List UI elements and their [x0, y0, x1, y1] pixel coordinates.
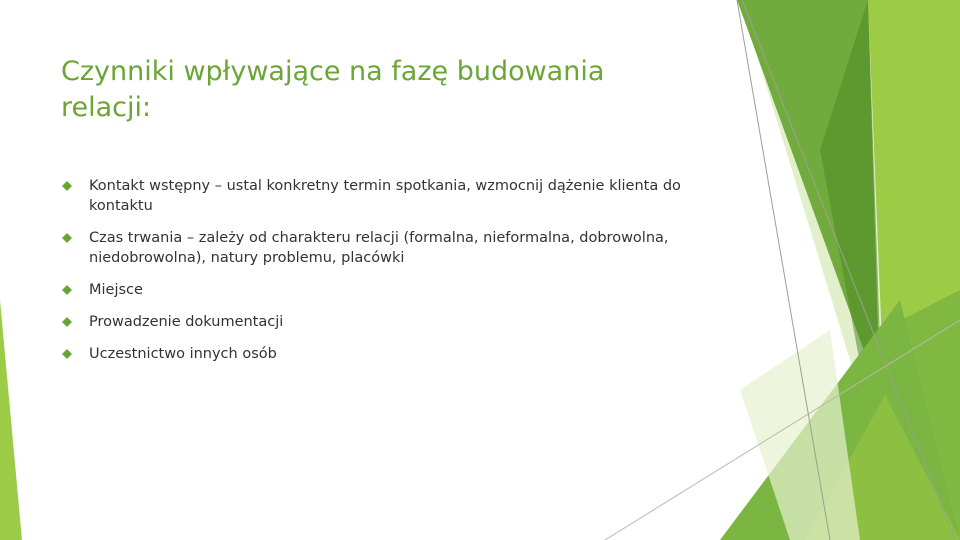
list-item-text: Kontakt wstępny – ustal konkretny termin spotkania, wzmocnij dążenie klienta do kontaktu — [89, 178, 681, 214]
diamond-bullet-icon — [62, 233, 72, 243]
diamond-bullet-icon — [62, 181, 72, 191]
list-item-text: Uczestnictwo innych osób — [89, 346, 277, 362]
bullet-list — [62, 176, 742, 376]
slide-title: Czynniki wpływające na fazę budowania relacji: — [61, 56, 605, 123]
diamond-bullet-icon — [62, 349, 72, 359]
list-item — [62, 280, 742, 300]
diamond-bullet-icon — [62, 285, 72, 295]
diamond-bullet-icon — [62, 317, 72, 327]
list-item — [62, 312, 742, 332]
list-item — [62, 228, 742, 268]
list-item — [62, 344, 742, 364]
list-item-text: Miejsce — [89, 282, 143, 298]
list-item-text: Czas trwania – zależy od charakteru relacji (formalna, nieformalna, dobrowolna, niedobrowolna), natury problemu, placówki — [89, 230, 669, 266]
left-edge-sliver — [0, 300, 22, 540]
list-item — [62, 176, 742, 216]
list-item-text: Prowadzenie dokumentacji — [89, 314, 284, 330]
